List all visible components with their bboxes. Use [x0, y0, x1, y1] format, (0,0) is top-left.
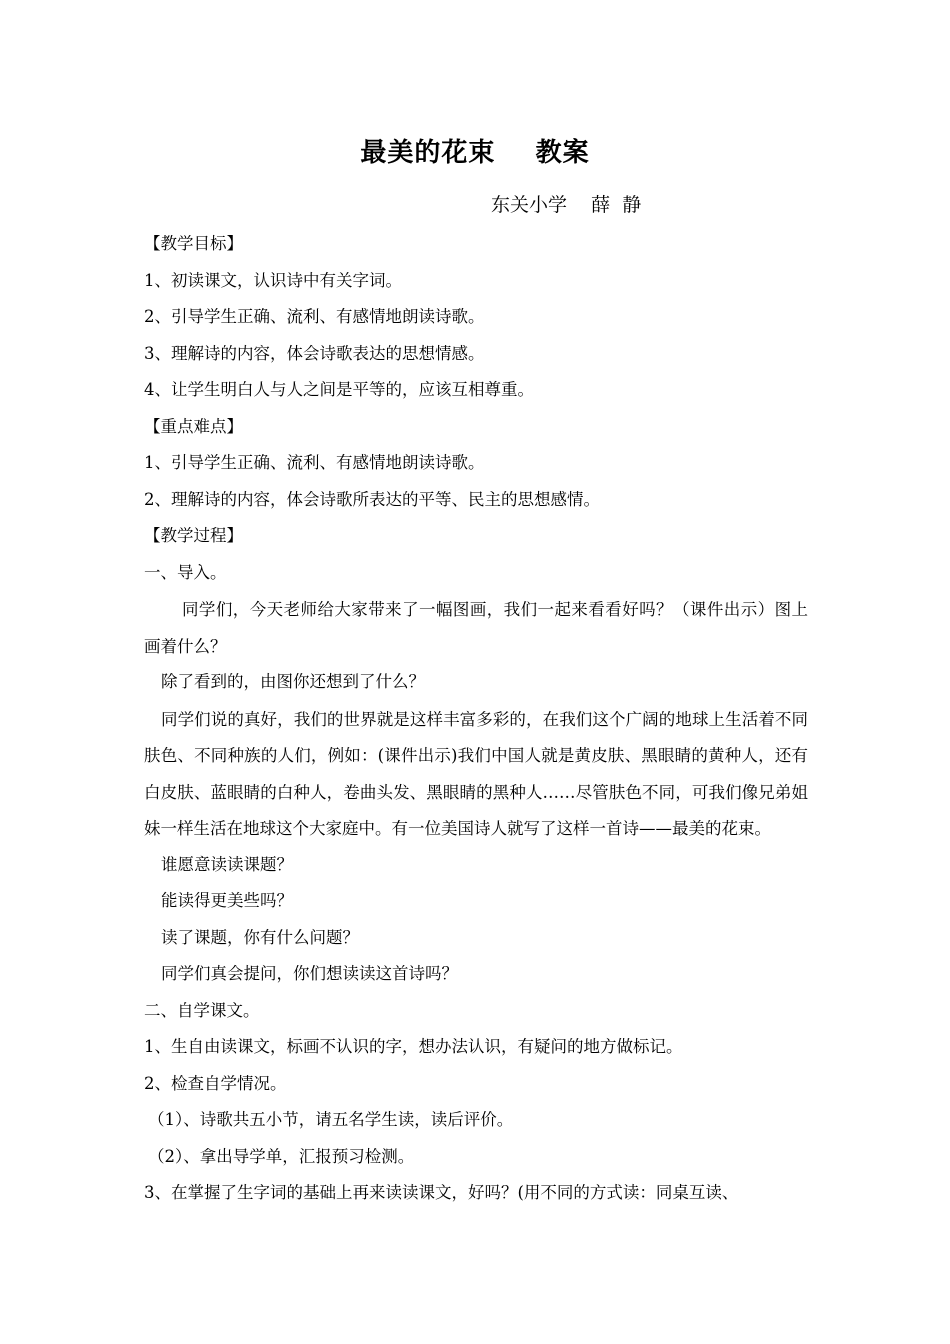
intro-question: 读了课题，你有什么问题？	[161, 927, 359, 947]
selfstudy-item: 1、生自由读课文，标画不认识的字，想办法认识，有疑问的地方做标记。	[144, 1037, 683, 1056]
author-line: 东关小学 薛 静	[491, 194, 642, 216]
intro-question: 谁愿意读读课题？	[161, 854, 293, 874]
step-heading-intro: 一、导入。	[144, 562, 227, 582]
section-heading-keypoints: 【重点难点】	[144, 416, 243, 436]
goal-item: 3、理解诗的内容，体会诗歌表达的思想情感。	[144, 343, 485, 363]
goal-item: 1、初读课文，认识诗中有关字词。	[144, 270, 402, 290]
intro-question: 同学们真会提问，你们想读读这首诗吗？	[161, 964, 458, 983]
selfstudy-item: 3、在掌握了生字词的基础上再来读读课文，好吗？(用不同的方式读：同桌互读、	[144, 1183, 739, 1202]
document-title: 最美的花束 教案	[360, 138, 590, 168]
section-heading-process: 【教学过程】	[144, 526, 243, 545]
keypoint-item: 2、理解诗的内容，体会诗歌所表达的平等、民主的思想感情。	[144, 489, 600, 509]
section-heading-goals: 【教学目标】	[144, 234, 243, 253]
selfstudy-item: 2、检查自学情况。	[144, 1073, 287, 1093]
document-body	[144, 227, 808, 1213]
intro-question: 除了看到的，由图你还想到了什么？	[161, 672, 425, 691]
goal-item: 4、让学生明白人与人之间是平等的，应该互相尊重。	[144, 380, 534, 399]
intro-paragraph: 同学们说的真好，我们的世界就是这样丰富多彩的，在我们这个广阔的地球上生活着不同肤色、不同种族的人们，例如：(课件出示)我们中国人就是黄皮肤、黑眼睛的黄种人，还有白皮肤、蓝眼睛的白种人，卷曲头发、黑眼睛的黑种人……尽管肤色不同，可我们像兄弟姐妹一样生活在地球这个大家庭中。有一位美国诗人就写了这样一首诗——最美的花束。	[144, 709, 808, 838]
step-heading-selfstudy: 二、自学课文。	[144, 1000, 260, 1020]
selfstudy-subitem: （1）、诗歌共五小节，请五名学生读，读后评价。	[148, 1110, 514, 1129]
selfstudy-subitem: （2）、拿出导学单，汇报预习检测。	[148, 1146, 415, 1166]
intro-question: 能读得更美些吗？	[161, 891, 293, 910]
keypoint-item: 1、引导学生正确、流利、有感情地朗读诗歌。	[144, 453, 485, 472]
intro-paragraph: 同学们，今天老师给大家带来了一幅图画，我们一起来看看好吗？（课件出示）图上画着什么？	[144, 600, 808, 656]
goal-item: 2、引导学生正确、流利、有感情地朗读诗歌。	[144, 307, 485, 326]
